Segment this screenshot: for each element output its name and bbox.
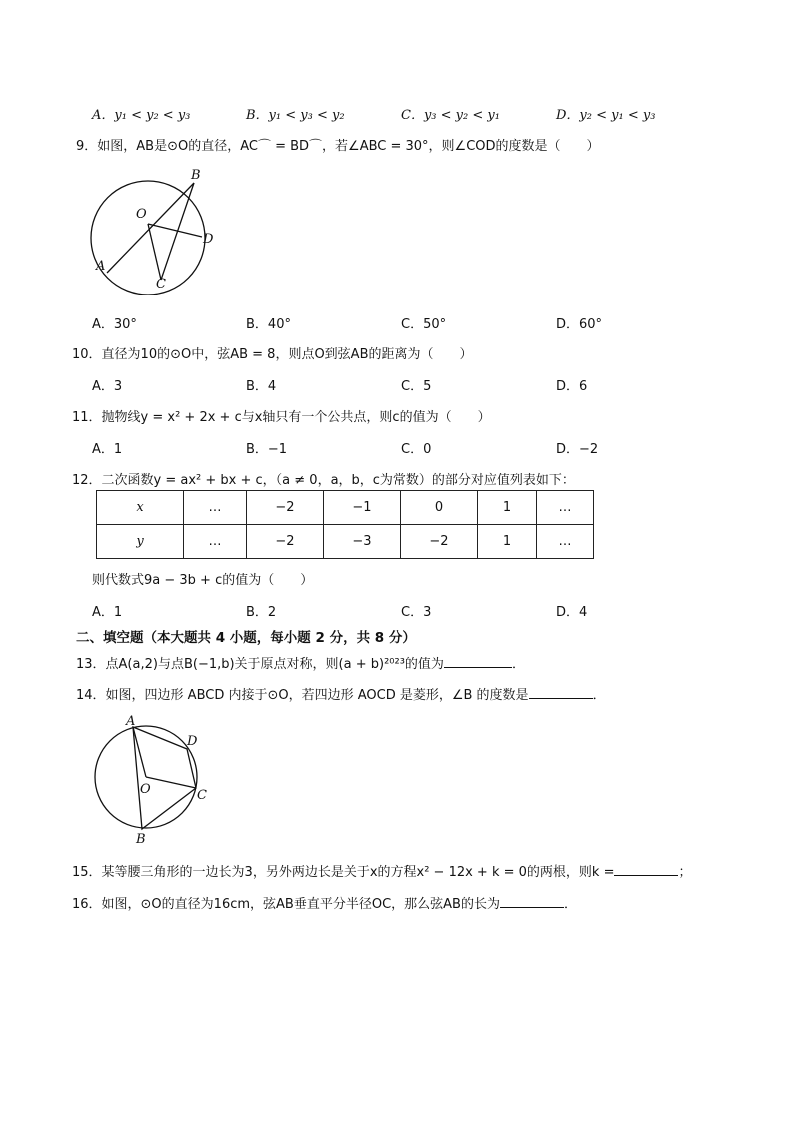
q13-line <box>76 653 525 672</box>
q16-stem: 16．如图，⊙O的直径为16cm，弦AB垂直平分半径OC，那么弦AB的长为 <box>72 897 500 912</box>
q8-option-b: B．y₁ < y₃ < y₂ <box>246 108 345 123</box>
q12-option-c: C．3 <box>401 605 432 620</box>
q9-label-d: D <box>203 232 214 247</box>
q12-followup: 则代数式9a − 3b + c的值为（ ） <box>92 573 314 588</box>
q8-option-d: D．y₂ < y₁ < y₃ <box>556 108 656 123</box>
q12-option-b: B．2 <box>246 605 277 620</box>
q11-option-a: A．1 <box>92 442 123 457</box>
table-cell: y <box>97 525 184 559</box>
table-cell: 0 <box>401 491 478 525</box>
table-row <box>97 525 594 559</box>
table-cell: 1 <box>478 525 537 559</box>
table-cell: −1 <box>324 491 401 525</box>
q9-option-c: C．50° <box>401 317 447 332</box>
q9-label-o: O <box>136 207 147 222</box>
q9-diameter-ab <box>107 183 194 273</box>
q15-stem: 15．某等腰三角形的一边长为3，另外两边长是关于x的方程x² − 12x + k = 0的两根，则k = <box>72 865 615 880</box>
q11-option-b: B．−1 <box>246 442 288 457</box>
q12-stem: 12．二次函数y = ax² + bx + c，（a ≠ 0，a，b，c为常数）的部分对应值列表如下： <box>72 473 575 488</box>
q9-label-c: C <box>156 277 166 292</box>
q9-option-d: D．60° <box>556 317 603 332</box>
q14-label-a: A <box>126 714 136 729</box>
q9-figure <box>84 160 234 295</box>
table-cell: … <box>184 525 247 559</box>
q10-option-d: D．6 <box>556 379 588 394</box>
answer-blank <box>444 655 512 668</box>
q11-option-d: D．−2 <box>556 442 599 457</box>
q9-option-a: A．30° <box>92 317 137 332</box>
q8-option-c: C．y₃ < y₂ < y₁ <box>401 108 500 123</box>
table-cell: 1 <box>478 491 537 525</box>
table-cell: x <box>97 491 184 525</box>
q14-tail: ． <box>592 688 606 703</box>
q14-radius-oc <box>146 777 196 788</box>
q11-option-c: C．0 <box>401 442 432 457</box>
answer-blank <box>529 686 593 699</box>
answer-blank <box>500 895 564 908</box>
q11-stem: 11．抛物线y = x² + 2x + c与x轴只有一个公共点，则c的值为（ ） <box>72 410 491 425</box>
q9-option-b: B．40° <box>246 317 291 332</box>
q14-label-c: C <box>197 788 207 803</box>
q10-option-b: B．4 <box>246 379 277 394</box>
q9-radius-od <box>148 224 202 237</box>
q9-label-a: A <box>96 259 106 274</box>
q10-option-c: C．5 <box>401 379 432 394</box>
table-row <box>97 491 594 525</box>
q9-stem: 9．如图，AB是⊙O的直径，AC⌒ = BD⌒，若∠ABC = 30°，则∠COD的度数是（ ） <box>76 139 600 154</box>
table-cell: … <box>537 525 594 559</box>
q10-option-a: A．3 <box>92 379 123 394</box>
section-heading: 二、填空题（本大题共 4 小题，每小题 2 分，共 8 分） <box>76 630 416 646</box>
q14-label-o: O <box>140 782 151 797</box>
q16-line <box>72 893 577 912</box>
q9-radius-oc <box>148 224 161 280</box>
table-cell: … <box>184 491 247 525</box>
q14-label-d: D <box>187 734 198 749</box>
q12-option-a: A．1 <box>92 605 123 620</box>
q13-stem: 13．点A(a,2)与点B(−1,b)关于原点对称，则(a + b)²⁰²³的值为 <box>76 657 444 672</box>
q13-tail: ． <box>511 657 525 672</box>
answer-blank <box>614 863 678 876</box>
q15-line <box>72 861 692 880</box>
q14-figure <box>88 712 218 847</box>
q14-line <box>76 684 606 703</box>
table-cell: −2 <box>401 525 478 559</box>
q14-stem: 14．如图，四边形 ABCD 内接于⊙O，若四边形 AOCD 是菱形，∠B 的度数是 <box>76 688 529 703</box>
q9-circle <box>91 181 205 295</box>
q12-option-d: D．4 <box>556 605 588 620</box>
q14-label-b: B <box>136 832 146 847</box>
q9-label-b: B <box>191 168 201 183</box>
q16-tail: ． <box>563 897 577 912</box>
q12-value-table <box>96 490 594 559</box>
q10-stem: 10．直径为10的⊙O中，弦AB = 8，则点O到弦AB的距离为（ ） <box>72 347 473 362</box>
table-cell: −3 <box>324 525 401 559</box>
q15-tail: ； <box>678 865 692 880</box>
table-cell: … <box>537 491 594 525</box>
table-cell: −2 <box>247 525 324 559</box>
q8-option-a: A．y₁ < y₂ < y₃ <box>92 108 191 123</box>
table-cell: −2 <box>247 491 324 525</box>
